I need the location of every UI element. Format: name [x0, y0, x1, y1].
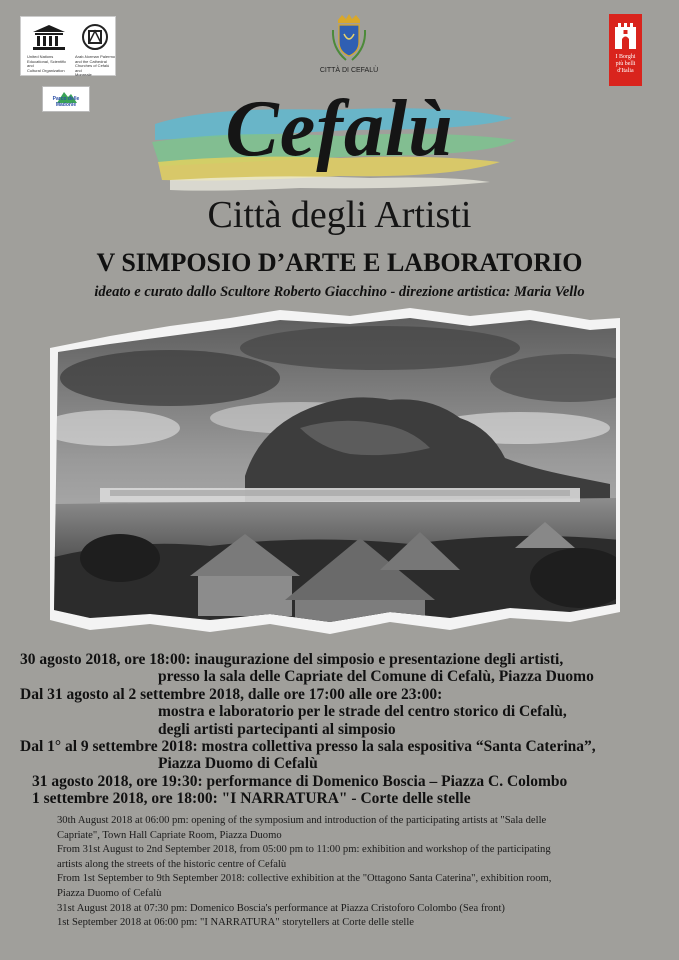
unesco-text-line: United Nations: [27, 54, 54, 59]
schedule-line: presso la sala delle Capriate del Comune di Cefalù, Piazza Duomo: [158, 668, 594, 686]
credits-line: ideato e curato dallo Scultore Roberto Giacchino - direzione artistica: Maria Vello: [94, 284, 585, 300]
subtitle: Città degli Artisti: [207, 194, 472, 236]
schedule-line: 31 agosto 2018, ore 19:30: performance di Domenico Boscia – Piazza C. Colombo: [32, 772, 568, 790]
parco-label: Parco delle Madonie: [52, 96, 80, 108]
schedule-en-line: 31st August 2018 at 07:30 pm: Domenico Boscia's performance at Piazza Cristoforo Colombo (Sea front): [57, 902, 505, 914]
main-title: Cefalù: [225, 85, 454, 173]
schedule-italian: [20, 651, 660, 808]
schedule-en-line: From 1st September to 9th September 2018: collective exhibition at the "Ottagono Santa Caterina", exhibition room,: [57, 873, 552, 885]
borghi-line: d'Italia: [617, 68, 634, 74]
cefalu-photo: [50, 308, 620, 648]
schedule-line: Dal 1° al 9 settembre 2018: mostra collettiva presso la sala espositiva “Santa Caterina”,: [20, 738, 596, 756]
schedule-line: Dal 31 agosto al 2 settembre 2018, dalle ore 17:00 alle ore 23:00:: [20, 685, 443, 703]
schedule-en-line: From 31st August to 2nd September 2018, from 05:00 pm to 11:00 pm: exhibition and workshop of the participating: [57, 844, 551, 856]
borghi-line: I Borghi: [615, 54, 636, 60]
borghi-line: più belli: [615, 61, 636, 67]
tower-icon: [614, 19, 637, 49]
heritage-text-line: Churches of Cefalù and: [75, 63, 110, 73]
schedule-line: 30 agosto 2018, ore 18:00: inaugurazione del simposio e presentazione degli artisti,: [20, 651, 564, 668]
heritage-text-line: and the Cathedral: [75, 58, 107, 64]
city-label: CITTÀ DI CEFALÙ: [319, 67, 379, 74]
unesco-logo: [20, 16, 116, 76]
unesco-text-line: Educational, Scientific and: [27, 58, 67, 69]
heritage-text-line: Monreale: [75, 72, 92, 78]
schedule-en-line: Capriate", Town Hall Capriate Room, Piazza Duomo: [57, 829, 282, 841]
schedule-en-line: artists along the streets of the historic centre of Cefalù: [57, 858, 287, 870]
schedule-en-line: 30th August 2018 at 06:00 pm: opening of the symposium and introduction of the participating artists at "Sala delle: [57, 815, 547, 826]
borghi-logo: [609, 14, 642, 86]
schedule-line: Piazza Duomo di Cefalù: [158, 755, 318, 773]
unesco-temple-icon: [29, 23, 69, 51]
schedule-english: [57, 814, 657, 931]
unesco-text-line: Cultural Organization: [27, 67, 65, 73]
schedule-line: 1 settembre 2018, ore 18:00: "I NARRATURA" - Corte delle stelle: [32, 790, 471, 808]
world-heritage-icon: [81, 23, 109, 51]
heritage-text-line: Arab-Norman Palermo: [75, 54, 116, 59]
schedule-line: mostra e laboratorio per le strade del centro storico di Cefalù,: [158, 703, 567, 721]
city-crest-icon: [330, 14, 368, 64]
schedule-en-line: Piazza Duomo of Cefalù: [57, 887, 162, 899]
schedule-line: degli artisti partecipanti al simposio: [158, 720, 396, 738]
schedule-en-line: 1st September 2018 at 06:00 pm: "I NARRATURA" storytellers at Corte delle stelle: [57, 917, 415, 929]
event-title: V SIMPOSIO D’ARTE E LABORATORIO: [96, 248, 583, 277]
